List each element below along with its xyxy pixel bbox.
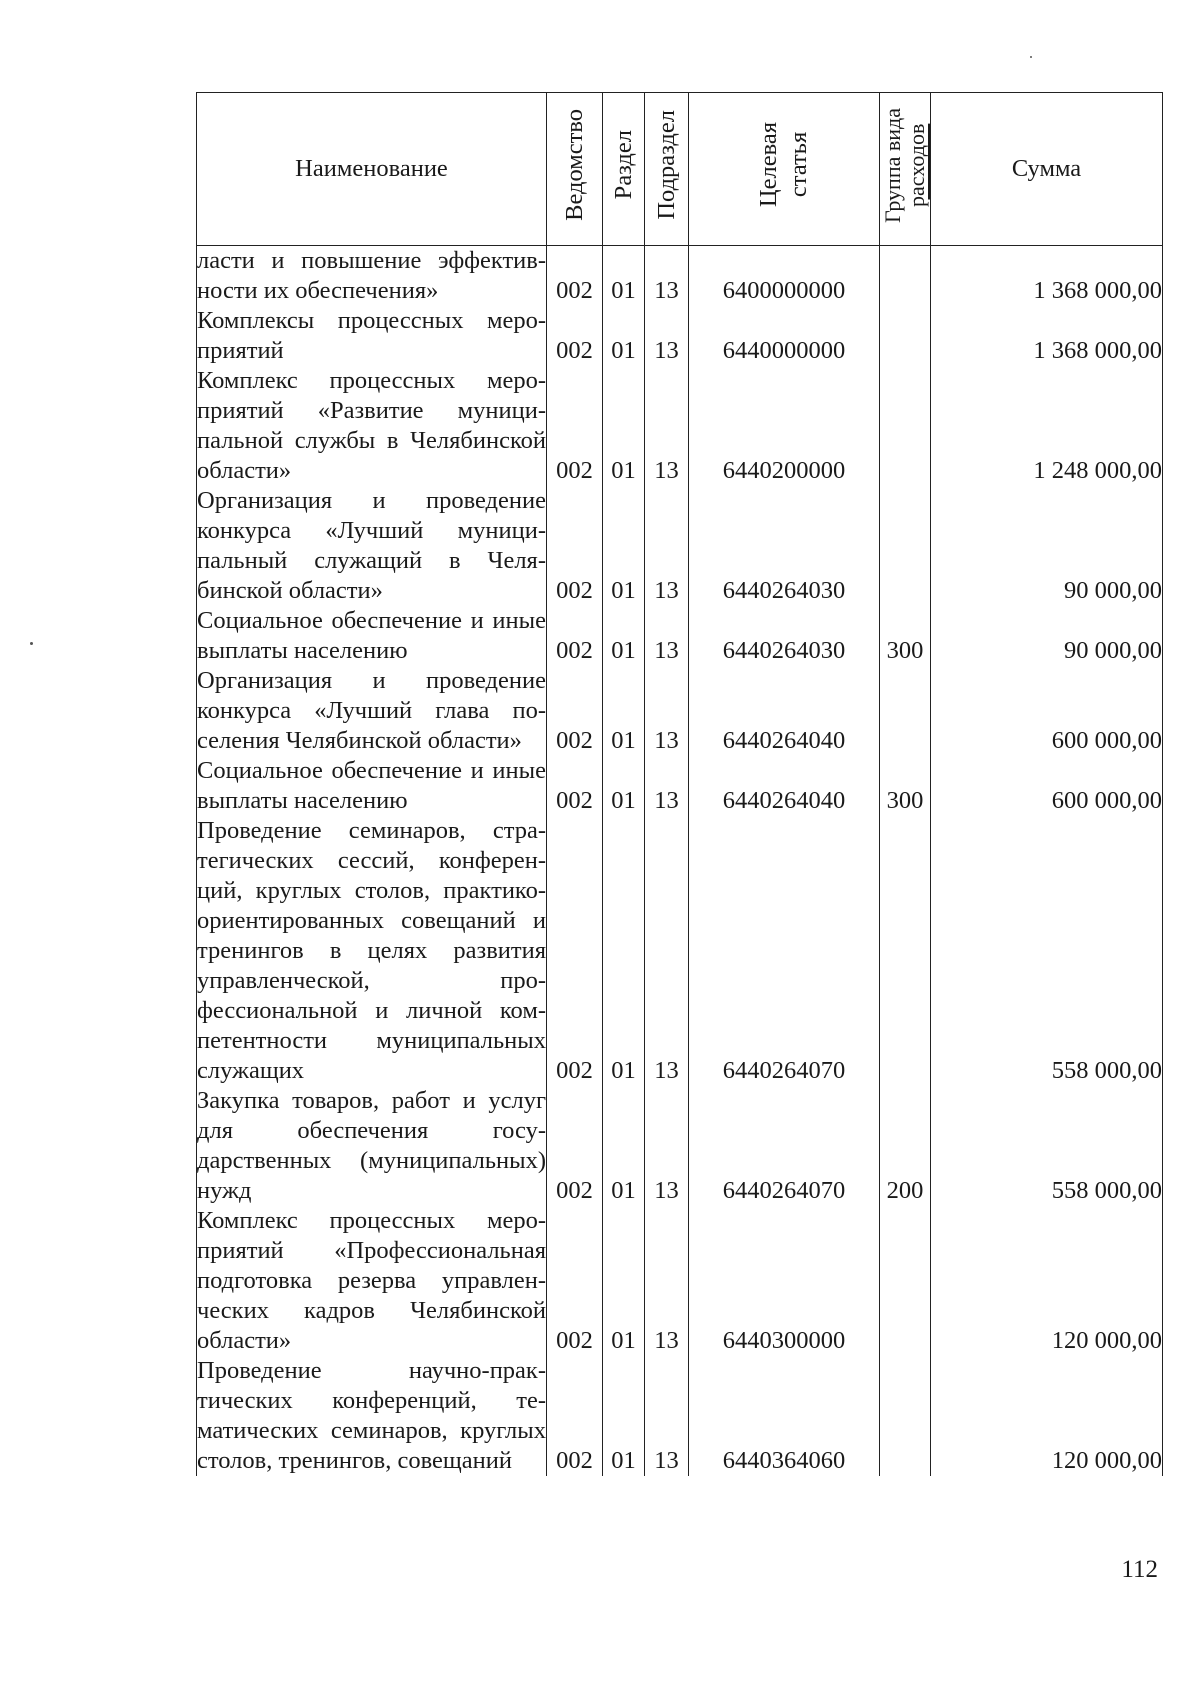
table-body <box>197 246 1163 1477</box>
row-name: Организация и проведение конкурса «Лучший муниципальный служащий в Челябинской области» <box>197 487 546 604</box>
row-razdel: 01 <box>603 1206 645 1356</box>
table-row <box>197 1206 1163 1356</box>
header-vedomstvo-label: Ведомство <box>560 109 588 221</box>
row-vedomstvo: 002 <box>547 306 603 366</box>
row-celevaya-statya: 6440264070 <box>689 816 880 1086</box>
table-header <box>197 93 1163 246</box>
row-gruppa-vida: 200 <box>880 1086 931 1206</box>
row-podrazdel: 13 <box>645 306 689 366</box>
row-gruppa-vida <box>880 366 931 486</box>
row-summa: 120 000,00 <box>931 1356 1163 1476</box>
row-gruppa-vida <box>880 246 931 307</box>
row-razdel: 01 <box>603 306 645 366</box>
row-razdel: 01 <box>603 1356 645 1476</box>
header-gruppa-line2: расходов <box>904 123 929 207</box>
row-vedomstvo: 002 <box>547 816 603 1086</box>
row-vedomstvo: 002 <box>547 1086 603 1206</box>
header-celevaya-line2: статья <box>785 132 812 198</box>
table-row <box>197 306 1163 366</box>
row-razdel: 01 <box>603 666 645 756</box>
row-name: Комплексы процессных мероприятий <box>197 307 546 364</box>
row-celevaya-statya: 6440300000 <box>689 1206 880 1356</box>
row-gruppa-vida <box>880 1206 931 1356</box>
row-podrazdel: 13 <box>645 246 689 307</box>
row-razdel: 01 <box>603 246 645 307</box>
table-row <box>197 666 1163 756</box>
header-vedomstvo <box>547 93 603 246</box>
row-gruppa-vida <box>880 486 931 606</box>
row-gruppa-vida <box>880 306 931 366</box>
page-number: 112 <box>1121 1556 1158 1583</box>
row-celevaya-statya: 6440264070 <box>689 1086 880 1206</box>
row-vedomstvo: 002 <box>547 756 603 816</box>
row-summa: 120 000,00 <box>931 1206 1163 1356</box>
table-row <box>197 816 1163 1086</box>
row-podrazdel: 13 <box>645 1356 689 1476</box>
row-podrazdel: 13 <box>645 486 689 606</box>
scan-speck <box>1030 56 1032 58</box>
header-name: Наименование <box>197 93 547 246</box>
row-vedomstvo: 002 <box>547 1206 603 1356</box>
row-celevaya-statya: 6440264040 <box>689 666 880 756</box>
header-razdel <box>603 93 645 246</box>
row-summa: 600 000,00 <box>931 756 1163 816</box>
row-celevaya-statya: 6400000000 <box>689 246 880 307</box>
scan-speck <box>30 642 33 645</box>
row-gruppa-vida <box>880 816 931 1086</box>
row-razdel: 01 <box>603 606 645 666</box>
row-name: Социальное обеспечение и иные выплаты населению <box>197 757 546 814</box>
row-podrazdel: 13 <box>645 1086 689 1206</box>
row-name: Организация и проведение конкурса «Лучший глава поселения Челябинской области» <box>197 667 546 754</box>
row-razdel: 01 <box>603 816 645 1086</box>
row-name: Проведение семинаров, стратегических сессий, конференций, круглых столов, практико-ориентированных совещаний и тренингов в целях развития управленческой, профессиональной и личной компетентности муниципальных служащих <box>197 817 546 1084</box>
row-summa: 558 000,00 <box>931 1086 1163 1206</box>
row-name: Комплекс процессных мероприятий «Профессиональная подготовка резерва управленческих кадров Челябинской области» <box>197 1207 546 1354</box>
row-razdel: 01 <box>603 1086 645 1206</box>
row-celevaya-statya: 6440364060 <box>689 1356 880 1476</box>
row-name: ласти и повышение эффективности их обеспечения» <box>197 247 546 304</box>
header-gruppa-line1: Группа вида <box>880 107 905 223</box>
row-vedomstvo: 002 <box>547 366 603 486</box>
row-gruppa-vida: 300 <box>880 606 931 666</box>
table-row <box>197 1086 1163 1206</box>
row-celevaya-statya: 6440264040 <box>689 756 880 816</box>
row-gruppa-vida <box>880 1356 931 1476</box>
row-summa: 1 248 000,00 <box>931 366 1163 486</box>
table-row <box>197 756 1163 816</box>
row-vedomstvo: 002 <box>547 486 603 606</box>
row-celevaya-statya: 6440264030 <box>689 486 880 606</box>
row-celevaya-statya: 6440264030 <box>689 606 880 666</box>
row-name: Комплекс процессных мероприятий «Развитие муниципальной службы в Челябинской области» <box>197 367 546 484</box>
row-podrazdel: 13 <box>645 1206 689 1356</box>
row-summa: 1 368 000,00 <box>931 306 1163 366</box>
row-razdel: 01 <box>603 366 645 486</box>
row-gruppa-vida: 300 <box>880 756 931 816</box>
row-summa: 558 000,00 <box>931 816 1163 1086</box>
row-vedomstvo: 002 <box>547 246 603 307</box>
table-row <box>197 366 1163 486</box>
row-vedomstvo: 002 <box>547 606 603 666</box>
table-row <box>197 246 1163 307</box>
header-razdel-label: Раздел <box>609 130 637 200</box>
header-celevaya-statya <box>689 93 880 246</box>
row-vedomstvo: 002 <box>547 666 603 756</box>
row-name: Социальное обеспечение и иные выплаты населению <box>197 607 546 664</box>
row-summa: 90 000,00 <box>931 606 1163 666</box>
row-summa: 600 000,00 <box>931 666 1163 756</box>
row-celevaya-statya: 6440000000 <box>689 306 880 366</box>
row-podrazdel: 13 <box>645 366 689 486</box>
row-celevaya-statya: 6440200000 <box>689 366 880 486</box>
row-name: Закупка товаров, работ и услуг для обеспечения государственных (муниципальных) нужд <box>197 1087 546 1204</box>
row-vedomstvo: 002 <box>547 1356 603 1476</box>
budget-table <box>196 92 1163 1476</box>
row-podrazdel: 13 <box>645 606 689 666</box>
row-summa: 90 000,00 <box>931 486 1163 606</box>
row-podrazdel: 13 <box>645 756 689 816</box>
table-row <box>197 486 1163 606</box>
header-podrazdel <box>645 93 689 246</box>
header-celevaya-line1: Целевая <box>755 122 782 208</box>
table-row <box>197 606 1163 666</box>
row-summa: 1 368 000,00 <box>931 246 1163 307</box>
header-summa: Сумма <box>931 93 1163 246</box>
row-podrazdel: 13 <box>645 666 689 756</box>
header-gruppa-vida-raskhodov <box>880 93 931 246</box>
row-razdel: 01 <box>603 486 645 606</box>
table-row <box>197 1356 1163 1476</box>
row-gruppa-vida <box>880 666 931 756</box>
row-name: Проведение научно-практических конференций, тематических семинаров, круглых столов, тренингов, совещаний <box>197 1357 546 1474</box>
header-podrazdel-label: Подраздел <box>652 110 680 220</box>
row-podrazdel: 13 <box>645 816 689 1086</box>
row-razdel: 01 <box>603 756 645 816</box>
